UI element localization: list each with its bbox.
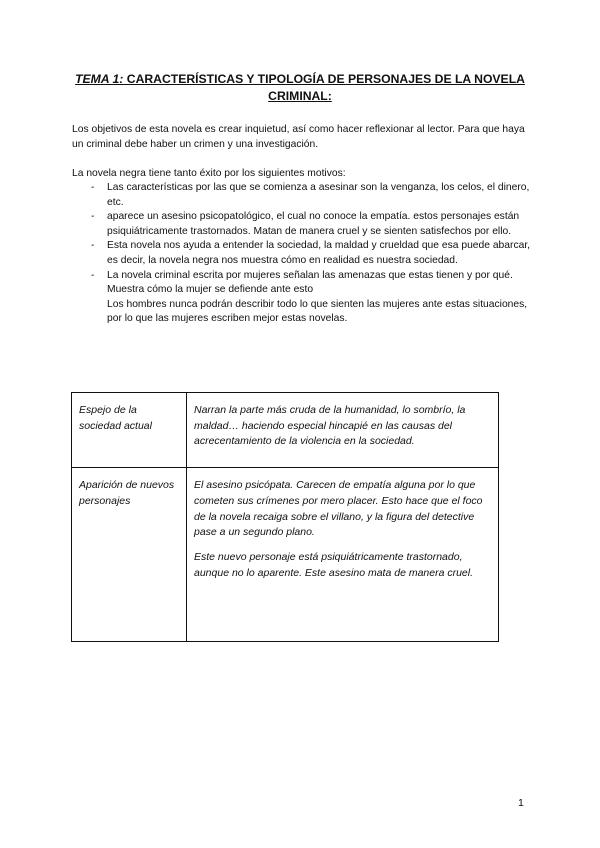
list-item xyxy=(72,269,532,298)
row-paragraph: Narran la parte más cruda de la humanidad, lo sombrío, la maldad… haciendo especial hincapié en las causas del acrecentamiento de la violencia en la sociedad. xyxy=(194,404,466,448)
title-rest: CARACTERÍSTICAS Y TIPOLOGÍA DE PERSONAJES DE LA NOVELA CRIMINAL: xyxy=(123,72,525,103)
list-item xyxy=(72,239,532,268)
list-item-text: Las características por las que se comienza a asesinar son la venganza, los celos, el dinero, etc. xyxy=(107,182,530,208)
page-number: 1 xyxy=(518,797,524,809)
row-paragraph: El asesino psicópata. Carecen de empatía alguna por lo que cometen sus crímenes por mero placer. Esto hace que el foco de la novela recaiga sobre el villano, y la figura del detective pase a un segundo plano. xyxy=(194,479,483,539)
bullet-dash: - xyxy=(91,240,95,252)
row-content-cell xyxy=(187,393,499,468)
row-paragraph: Este nuevo personaje está psiquiátricamente trastornado, aunque no lo aparente. Este asesino mata de manera cruel. xyxy=(194,550,474,579)
after-bullets-text: Los hombres nunca podrán describir todo lo que sienten las mujeres ante estas situaciones, por lo que las mujeres escriben mejor estas novelas. xyxy=(107,298,528,325)
table-row xyxy=(72,468,499,642)
list-item xyxy=(72,181,532,210)
motivos-intro: La novela negra tiene tanto éxito por los siguientes motivos: xyxy=(72,168,346,179)
row-label: Espejo de la sociedad actual xyxy=(79,404,152,432)
list-item-text: La novela criminal escrita por mujeres señalan las amenazas que estas tienen y por qué. Muestra cómo la mujer se defiende ante esto xyxy=(107,269,513,296)
row-content-cell xyxy=(187,468,499,642)
row-label-cell xyxy=(72,468,187,642)
row-label: Aparición de nuevos personajes xyxy=(79,479,175,507)
intro-paragraph: Los objetivos de esta novela es crear inquietud, así como hacer reflexionar al lector. Para que haya un criminal debe haber un crimen y una investigación. xyxy=(72,124,525,150)
list-item xyxy=(72,210,532,239)
bullet-dash: - xyxy=(91,211,95,223)
list-item-text: Esta novela nos ayuda a entender la sociedad, la maldad y crueldad que esa puede abarcar, es decir, la novela negra nos muestra cómo en realidad es nuestra sociedad. xyxy=(107,240,531,266)
list-item-text: aparece un asesino psicopatológico, el cual no conoce la empatía. estos personajes están psiquiátricamente trastornados. Matan de manera cruel y se sienten satisfechos por ello. xyxy=(107,211,520,237)
bullet-dash: - xyxy=(91,182,95,193)
characteristics-table xyxy=(71,392,499,642)
after-bullets-item xyxy=(72,298,532,327)
title-lead: TEMA 1: xyxy=(75,72,124,86)
table-row xyxy=(72,393,499,468)
bullet-dash: - xyxy=(91,269,95,281)
motivos-list xyxy=(72,181,532,327)
document-title xyxy=(72,71,528,105)
row-label-cell xyxy=(72,393,187,468)
